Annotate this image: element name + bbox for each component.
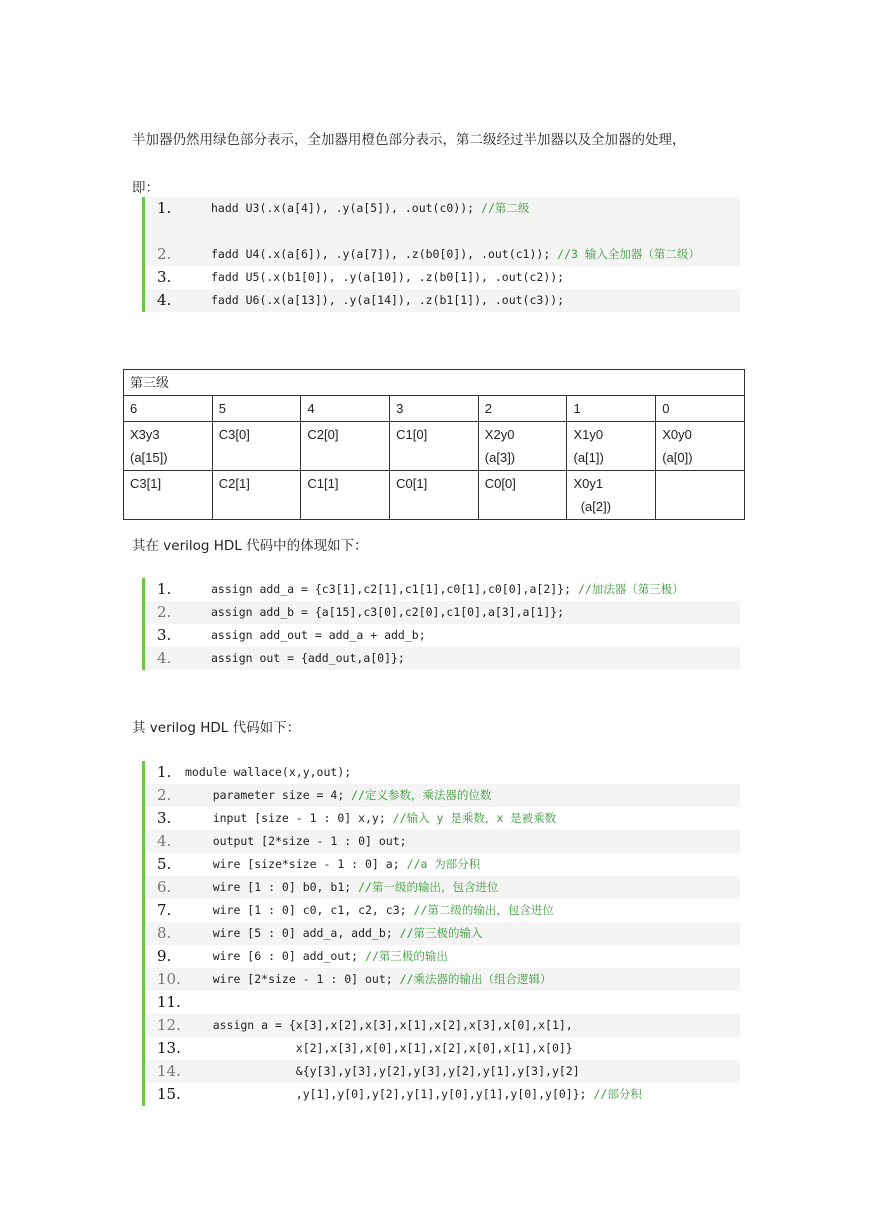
code-comment: //乘法器的输出（组合逻辑）	[399, 972, 552, 986]
table-cell: C3[1]	[124, 471, 213, 520]
line-number: 1.	[157, 763, 172, 781]
line-number: 3.	[157, 268, 172, 286]
code-comment: //加法器（第三极）	[577, 582, 684, 596]
table-cell: C3[0]	[212, 422, 301, 471]
code-text: wire [2*size - 1 : 0] out; //乘法器的输出（组合逻辑）	[185, 972, 552, 986]
code-line	[145, 899, 740, 922]
code-comment: //第二级的输出，包含进位	[413, 903, 554, 917]
code-text: wire [5 : 0] add_a, add_b; //第三极的输入	[185, 926, 483, 940]
table-cell: C0[0]	[478, 471, 567, 520]
table-header-cell: 3	[390, 396, 479, 422]
table-header-cell: 4	[301, 396, 390, 422]
code-line	[145, 945, 740, 968]
code-comment: //输入 y 是乘数，x 是被乘数	[392, 811, 557, 825]
table-row	[124, 422, 745, 471]
line-number: 9.	[157, 947, 172, 965]
code-comment: //第二级	[481, 201, 530, 215]
table-cell: X3y3 (a[15])	[124, 422, 213, 471]
paragraph-2: 其在 verilog HDL 代码中的体现如下：	[132, 538, 368, 554]
code-text: parameter size = 4; //定义参数，乘法器的位数	[185, 788, 492, 802]
code-comment: //a 为部分积	[406, 857, 481, 871]
table-caption-row	[124, 370, 745, 396]
line-number: 7.	[157, 901, 172, 919]
line-number: 2.	[157, 786, 172, 804]
table-cell: C2[1]	[212, 471, 301, 520]
table-header-row	[124, 396, 745, 422]
code-text: fadd U5(.x(b1[0]), .y(a[10]), .z(b0[1]), .out(c2));	[211, 270, 565, 284]
code-line	[145, 853, 740, 876]
code-text: fadd U6(.x(a[13]), .y(a[14]), .z(b1[1]), .out(c3));	[211, 293, 565, 307]
code-text: &{y[3],y[3],y[2],y[3],y[2],y[1],y[3],y[2]	[185, 1064, 580, 1078]
code-text: assign a = {x[3],x[2],x[3],x[1],x[2],x[3],x[0],x[1],	[185, 1018, 573, 1032]
code-text: assign add_b = {a[15],c3[0],c2[0],c1[0],a[3],a[1]};	[211, 605, 565, 619]
code-line	[145, 289, 740, 312]
code-block-stage3	[142, 578, 740, 670]
line-number: 10.	[157, 970, 181, 988]
code-line	[145, 601, 740, 624]
code-line	[145, 578, 740, 601]
table-cell: C1[1]	[301, 471, 390, 520]
line-number: 3.	[157, 809, 172, 827]
table-row	[124, 471, 745, 520]
table-cell: X0y0 (a[0])	[656, 422, 745, 471]
code-comment: //第一级的输出，包含进位	[358, 880, 499, 894]
line-number: 1.	[157, 199, 172, 217]
line-number: 4.	[157, 291, 172, 309]
line-number: 5.	[157, 855, 172, 873]
code-block-module	[142, 761, 740, 1106]
code-line	[145, 624, 740, 647]
code-line	[145, 876, 740, 899]
code-text: wire [1 : 0] c0, c1, c2, c3; //第二级的输出，包含进位	[185, 903, 554, 917]
table-caption: 第三级	[124, 370, 745, 396]
code-block-stage2	[142, 197, 740, 312]
code-text: input [size - 1 : 0] x,y; //输入 y 是乘数，x 是被乘数	[185, 811, 557, 825]
table-header-cell: 6	[124, 396, 213, 422]
code-line	[145, 266, 740, 289]
table-cell: X2y0 (a[3])	[478, 422, 567, 471]
code-text: module wallace(x,y,out);	[185, 765, 352, 779]
code-line	[145, 1037, 740, 1060]
code-line	[145, 243, 740, 266]
code-text: hadd U3(.x(a[4]), .y(a[5]), .out(c0)); //第二级	[211, 201, 530, 215]
code-comment: //第三极的输出	[365, 949, 448, 963]
table-cell: X1y0 (a[1])	[567, 422, 656, 471]
code-line	[145, 922, 740, 945]
code-line	[145, 784, 740, 807]
line-number: 3.	[157, 626, 172, 644]
code-text: output [2*size - 1 : 0] out;	[185, 834, 407, 848]
line-number: 2.	[157, 245, 172, 263]
code-line	[145, 1060, 740, 1083]
line-number: 6.	[157, 878, 172, 896]
code-line	[145, 647, 740, 670]
table-header-cell: 5	[212, 396, 301, 422]
table-cell	[656, 471, 745, 520]
line-number: 11.	[157, 993, 181, 1011]
table-header-cell: 0	[656, 396, 745, 422]
code-text: assign out = {add_out,a[0]};	[211, 651, 405, 665]
line-number: 8.	[157, 924, 172, 942]
table-cell: C2[0]	[301, 422, 390, 471]
table-cell: C1[0]	[390, 422, 479, 471]
code-text: wire [1 : 0] b0, b1; //第一级的输出，包含进位	[185, 880, 499, 894]
code-text: assign add_a = {c3[1],c2[1],c1[1],c0[1],c0[0],a[2]}; //加法器（第三极）	[211, 582, 684, 596]
code-comment: //定义参数，乘法器的位数	[351, 788, 492, 802]
code-text: wire [size*size - 1 : 0] a; //a 为部分积	[185, 857, 481, 871]
code-line	[145, 991, 740, 1014]
line-number: 1.	[157, 580, 172, 598]
line-number: 12.	[157, 1016, 181, 1034]
code-text: fadd U4(.x(a[6]), .y(a[7]), .z(b0[0]), .out(c1)); //3 输入全加器（第二级）	[211, 247, 700, 261]
code-line	[145, 1083, 740, 1106]
code-line	[145, 968, 740, 991]
table-cell: C0[1]	[390, 471, 479, 520]
line-number: 2.	[157, 603, 172, 621]
table-cell: X0y1 (a[2])	[567, 471, 656, 520]
stage3-table	[123, 369, 745, 520]
code-line	[145, 807, 740, 830]
code-text: assign add_out = add_a + add_b;	[211, 628, 426, 642]
code-text: wire [6 : 0] add_out; //第三极的输出	[185, 949, 448, 963]
code-text: x[2],x[3],x[0],x[1],x[2],x[0],x[1],x[0]}	[185, 1041, 573, 1055]
line-number: 14.	[157, 1062, 181, 1080]
line-number: 13.	[157, 1039, 181, 1057]
code-line	[145, 197, 740, 243]
table-header-cell: 1	[567, 396, 656, 422]
paragraph-3: 其 verilog HDL 代码如下：	[132, 720, 301, 736]
line-number: 4.	[157, 832, 172, 850]
code-comment: //3 输入全加器（第二级）	[557, 247, 700, 261]
code-line	[145, 1014, 740, 1037]
code-line	[145, 830, 740, 853]
code-comment: //第三极的输入	[399, 926, 483, 940]
intro-line-1: 半加器仍然用绿色部分表示，全加器用橙色部分表示，第二级经过半加器以及全加器的处理，	[132, 132, 686, 148]
table-header-cell: 2	[478, 396, 567, 422]
intro-line-2: 即：	[132, 180, 159, 196]
code-comment: //部分积	[593, 1087, 642, 1101]
line-number: 4.	[157, 649, 172, 667]
line-number: 15.	[157, 1085, 181, 1103]
code-text: ,y[1],y[0],y[2],y[1],y[0],y[1],y[0],y[0]}; //部分积	[185, 1087, 642, 1101]
code-line	[145, 761, 740, 784]
